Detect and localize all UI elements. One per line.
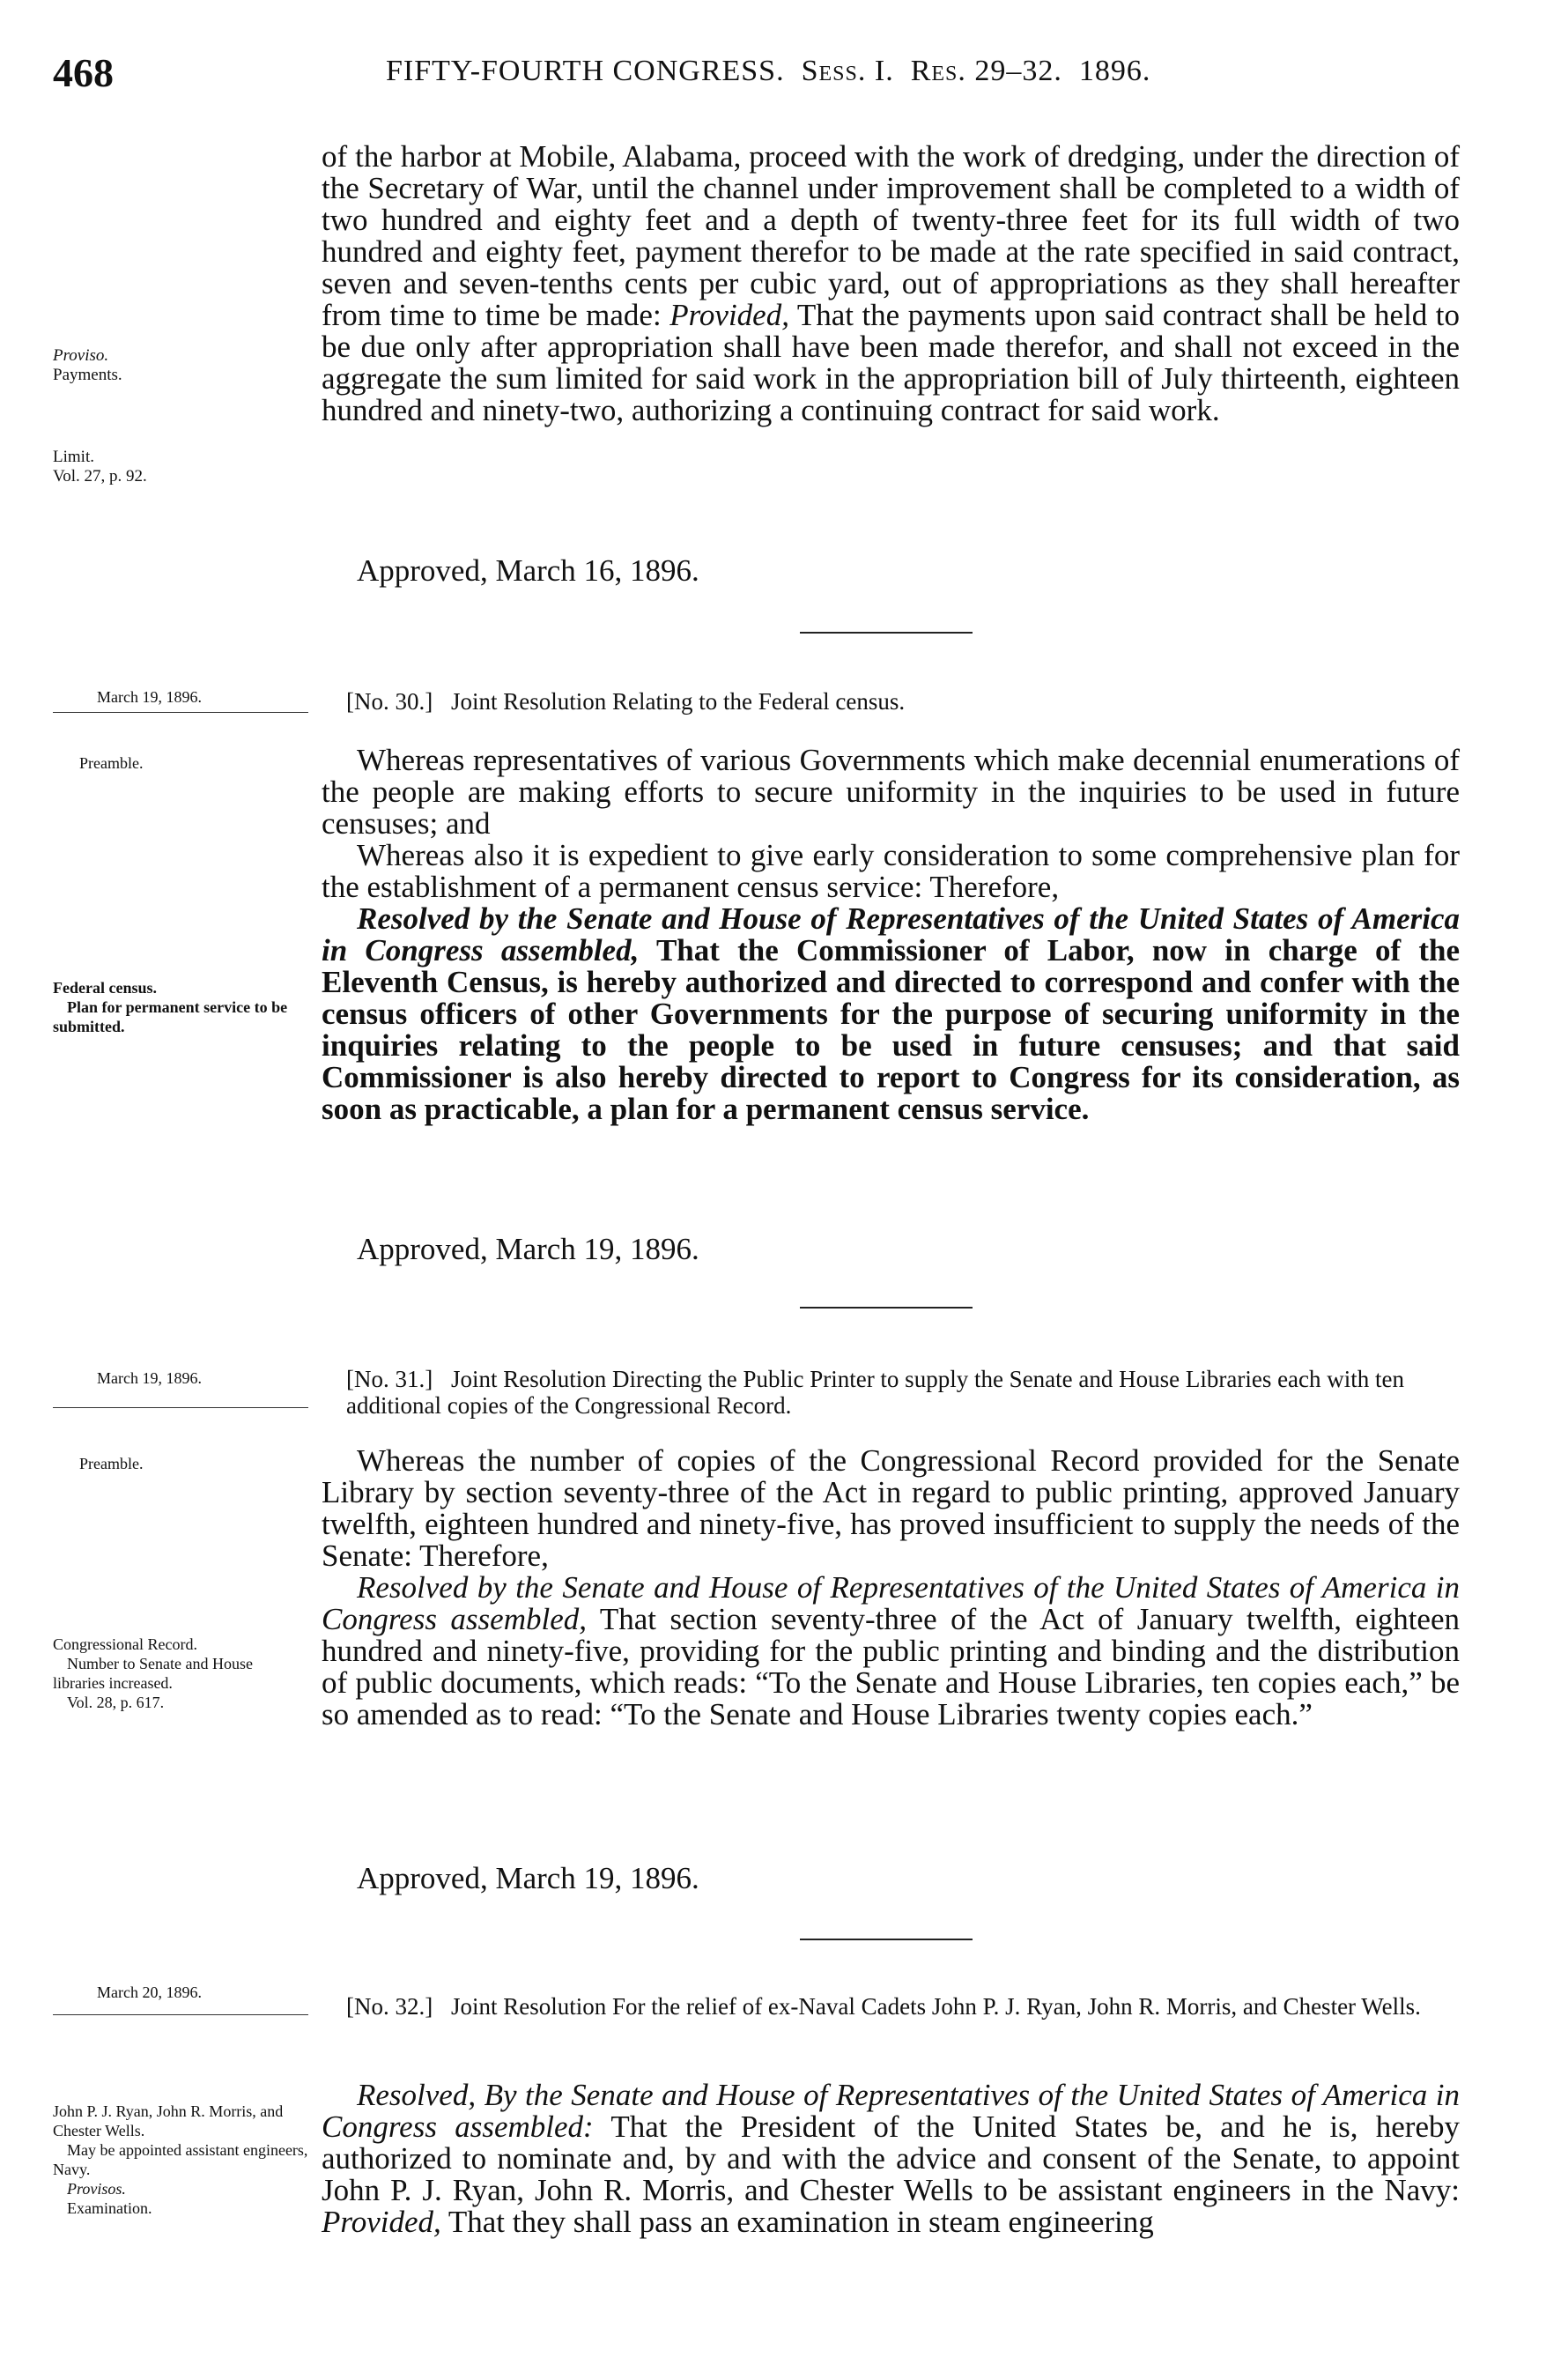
res30-title: Joint Resolution Relating to the Federal census.	[450, 688, 906, 715]
margin-appoint: May be appointed assistant engineers, Navy.	[53, 2141, 308, 2178]
margin-congressional-record: Congressional Record.	[53, 1635, 197, 1653]
res30-margin-preamble: Preamble.	[79, 754, 144, 772]
session-label: Sess. I.	[801, 55, 894, 87]
res30-whereas-2: Whereas also it is expedient to give early consideration to some comprehensive plan for the establishment of a permanent census service: Therefore,	[322, 838, 1460, 904]
res30-whereas-1: Whereas representatives of various Governments which make decennial enumerations of the people are making efforts to secure uniformity in the inquiries to be used in future censuses; and	[322, 743, 1460, 841]
res30-number: [No. 30.]	[346, 688, 433, 715]
margin-federal-census: Federal census.	[53, 979, 157, 997]
margin-proviso-note	[53, 346, 308, 385]
congress-title: FIFTY-FOURTH CONGRESS.	[386, 55, 785, 87]
section-divider	[800, 1939, 973, 1940]
res32-provided-text: That they shall pass an examination in steam engineering	[448, 2205, 1154, 2239]
res30-resolved	[322, 903, 1460, 1125]
section-divider	[800, 1307, 973, 1309]
page-number: 468	[53, 50, 114, 95]
page-header	[53, 49, 1498, 93]
margin-names: John P. J. Ryan, John R. Morris, and Chester Wells.	[53, 2102, 284, 2139]
res32-resolved-clause: Resolved, By the Senate and House of Representatives of the United States of America in Congress assembled:	[322, 2078, 1460, 2144]
res31-margin-notes	[53, 1635, 308, 1712]
res30-approved: Approved, March 19, 1896.	[357, 1232, 699, 1266]
res32-resolved	[322, 2080, 1460, 2238]
res31-number: [No. 31.]	[346, 1366, 433, 1392]
margin-vol-27: Vol. 27, p. 92.	[53, 467, 147, 486]
res31-text	[322, 1445, 1460, 1731]
margin-payments: Payments.	[53, 366, 122, 384]
running-head	[386, 55, 1150, 88]
res30-date: March 19, 1896.	[97, 688, 202, 706]
res32-title: Joint Resolution For the relief of ex-Naval Cadets John P. J. Ryan, John R. Morris, and Chester Wells.	[450, 1993, 1421, 2020]
res31-title: Joint Resolution Directing the Public Printer to supply the Senate and House Libraries each with ten additional copies of the Congressional Record.	[346, 1366, 1405, 1419]
resolutions-label: Res. 29–32.	[910, 55, 1062, 87]
section-divider	[800, 632, 973, 634]
header-year: 1896.	[1078, 55, 1151, 87]
res29-provided: Provided,	[669, 298, 789, 332]
res32-number: [No. 32.]	[346, 1993, 433, 2020]
res29-continuation: of the harbor at Mobile, Alabama, proceed with the work of dredging, under the direction of the Secretary of War, until the channel under improvement shall be completed to a width of two hundred and eighty feet and a depth of twenty-three feet for its full width of two hundred and eighty feet, payment therefor to be made at the rate specified in said contract, seven and seven-tenths cents per cubic yard, out of appropriations as they shall hereafter from time to time be made:	[322, 139, 1460, 332]
margin-divider	[53, 1407, 308, 1408]
margin-exam: Examination.	[67, 2199, 152, 2217]
res31-resolved-clause: Resolved by the Senate and House of Representatives of the United States of America in Congress assembled,	[322, 1570, 1460, 1636]
res31-resolved-text: That section seventy-three of the Act of January twelfth, eighteen hundred and ninety-five, providing for the public printing and binding and the distribution of public documents, which reads: “To the Senate and House Libraries, ten copies each,” be so amended as to read: “To the Senate and House Libraries twenty copies each.”	[322, 1602, 1460, 1731]
margin-plan: Plan for permanent service to be submitted.	[53, 998, 288, 1035]
res32-margin-notes	[53, 2102, 308, 2218]
res31-approved: Approved, March 19, 1896.	[357, 1861, 699, 1895]
res30-resolved-clause: Resolved by the Senate and House of Representatives of the United States of America in Congress assembled,	[322, 901, 1460, 968]
res30-resolved-text: That the Commissioner of Labor, now in charge of the Eleventh Census, is hereby authorized and directed to correspond and confer with the census officers of other Governments for the purpose of securing uniformity in the inquiries relating to the people to be used in future censuses; and that said Commissioner is also hereby directed to report to Congress for its consideration, as soon as practicable, a plan for a permanent census service.	[322, 933, 1461, 1126]
res29-continuation-2: That the payments upon said contract shall be held to be due only after appropriation shall have been made therefor, and shall not exceed in the aggregate the sum limited for said work in the appropriation bill of July thirteenth, eighteen hundred and ninety-two, authorizing a continuing contract for said work.	[322, 298, 1461, 427]
res31-resolved	[322, 1572, 1460, 1731]
res32-text	[322, 2080, 1460, 2238]
margin-provisos: Provisos.	[67, 2180, 126, 2198]
margin-proviso: Proviso.	[53, 346, 109, 365]
res32-date: March 20, 1896.	[97, 1983, 202, 2001]
res32-heading	[346, 1993, 1460, 2020]
margin-vol-28: Vol. 28, p. 617.	[67, 1694, 165, 1711]
res29-text	[322, 141, 1460, 426]
res32-resolved-text: That the President of the United States be, and he is, hereby authorized to nominate and, by and with the advice and consent of the Senate, to appoint John P. J. Ryan, John R. Morris, and Chester Wells to be assistant engineers in the Navy:	[322, 2109, 1460, 2207]
res29-approved: Approved, March 16, 1896.	[357, 553, 699, 588]
margin-number-increased: Number to Senate and House libraries increased.	[53, 1655, 253, 1692]
res31-margin-preamble: Preamble.	[79, 1455, 144, 1472]
res30-margin-notes	[53, 978, 308, 1036]
res32-provided: Provided,	[322, 2205, 441, 2239]
res30-text	[322, 745, 1460, 1125]
res30-heading	[346, 688, 1460, 715]
margin-limit-note	[53, 448, 308, 486]
res31-date: March 19, 1896.	[97, 1369, 202, 1387]
margin-divider	[53, 712, 308, 713]
res31-whereas: Whereas the number of copies of the Congressional Record provided for the Senate Library by section seventy-three of the Act in regard to public printing, approved January twelfth, eighteen hundred and ninety-five, has proved insufficient to supply the needs of the Senate: Therefore,	[322, 1443, 1460, 1573]
margin-divider	[53, 2014, 308, 2015]
margin-limit: Limit.	[53, 448, 94, 466]
res31-heading	[346, 1366, 1460, 1419]
